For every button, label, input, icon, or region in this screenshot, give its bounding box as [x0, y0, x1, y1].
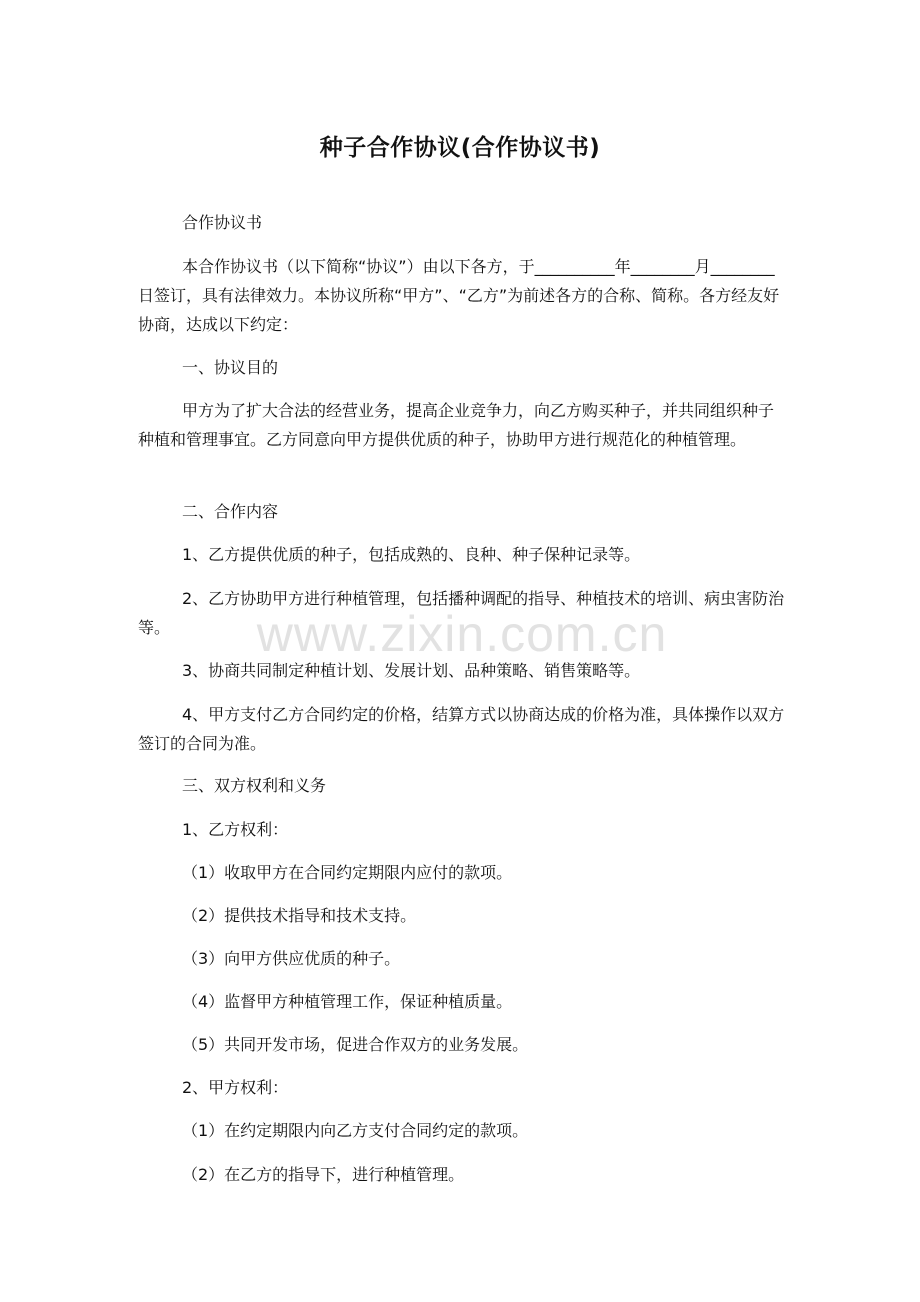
list-item-b-right-3: （3）向甲方供应优质的种子。 — [182, 949, 401, 968]
document-title: 种子合作协议(合作协议书) — [319, 135, 601, 161]
list-item-a-right-2: （2）在乙方的指导下，进行种植管理。 — [182, 1165, 465, 1184]
paragraph-intro: 本合作协议书（以下简称“协议”）由以下各方，于__________年________月________日签订，具有法律效力。本协议所称“甲方”、“乙方”为前述各方的合称、简称。各方经友好协商，达成以下约定： — [138, 257, 780, 334]
list-item-content-1: 1、乙方提供优质的种子，包括成熟的、良种、种子保种记录等。 — [182, 545, 641, 564]
list-item-b-right-5: （5）共同开发市场，促进合作双方的业务发展。 — [182, 1035, 529, 1054]
section-heading-rights: 三、双方权利和义务 — [182, 776, 327, 795]
list-item-b-right-2: （2）提供技术指导和技术支持。 — [182, 906, 417, 925]
subheading-party-b-rights: 1、乙方权利： — [182, 820, 289, 839]
subheading-party-a-rights: 2、甲方权利： — [182, 1078, 289, 1097]
list-item-a-right-1: （1）在约定期限内向乙方支付合同约定的款项。 — [182, 1121, 529, 1140]
section-heading-purpose: 一、协议目的 — [182, 358, 279, 377]
paragraph-purpose: 甲方为了扩大合法的经营业务，提高企业竞争力，向乙方购买种子，并共同组织种子种植和管理事宜。乙方同意向甲方提供优质的种子，协助甲方进行规范化的种植管理。 — [138, 401, 775, 449]
section-heading-content: 二、合作内容 — [182, 502, 279, 521]
list-item-content-4: 4、甲方支付乙方合同约定的价格，结算方式以协商达成的价格为准，具体操作以双方签订的合同为准。 — [138, 705, 785, 753]
list-item-b-right-1: （1）收取甲方在合同约定期限内应付的款项。 — [182, 863, 513, 882]
paragraph-heading-agreement: 合作协议书 — [182, 213, 263, 232]
list-item-b-right-4: （4）监督甲方种植管理工作，保证种植质量。 — [182, 992, 513, 1011]
list-item-content-3: 3、协商共同制定种植计划、发展计划、品种策略、销售策略等。 — [182, 661, 641, 680]
watermark-text: www.zixin.com.cn — [256, 606, 668, 662]
list-item-content-2: 2、乙方协助甲方进行种植管理，包括播种调配的指导、种植技术的培训、病虫害防治等。 — [138, 589, 785, 637]
